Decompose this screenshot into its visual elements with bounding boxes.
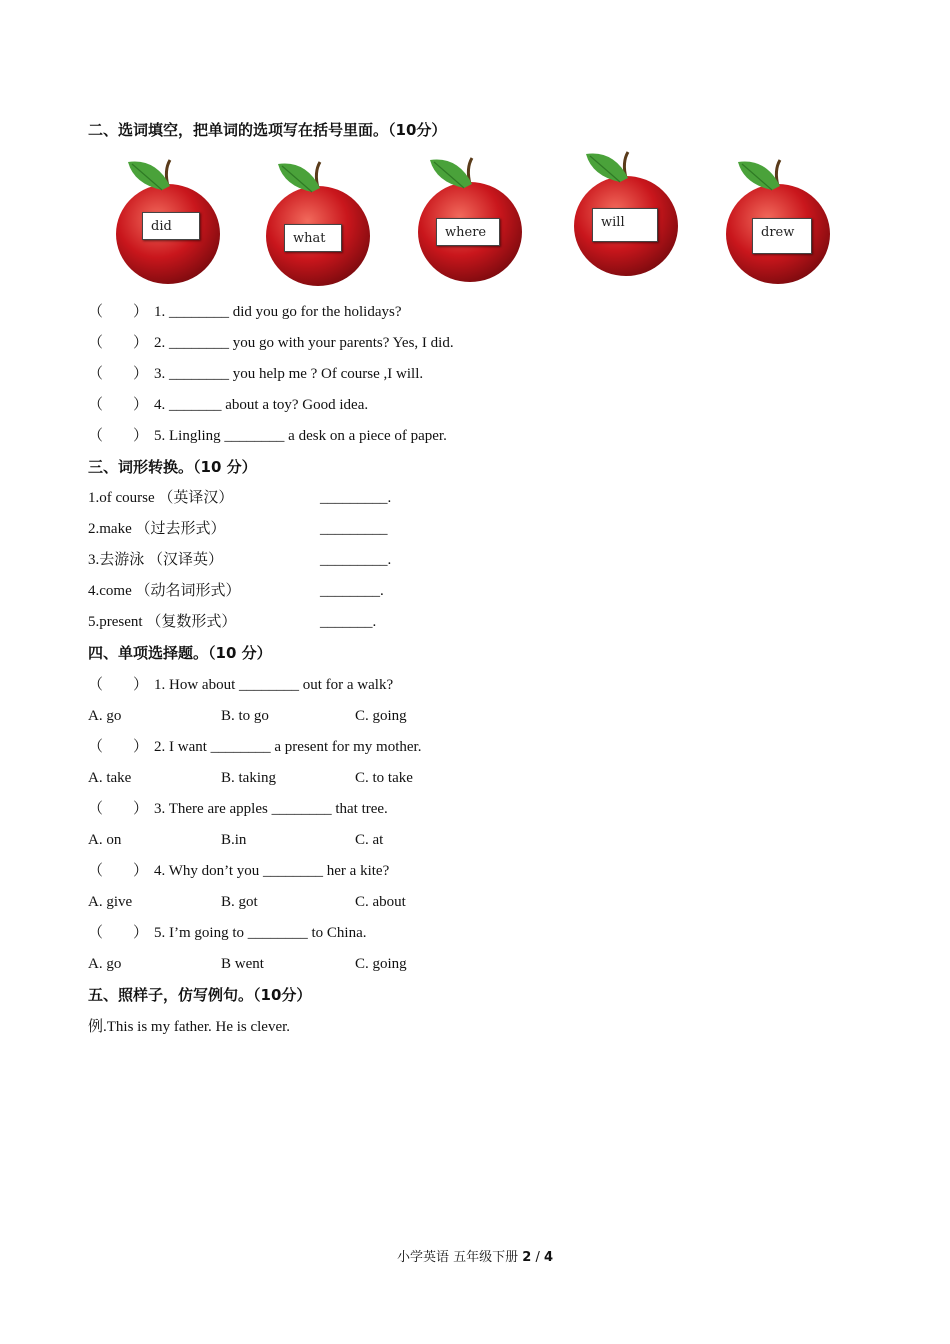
mc-options-4 (88, 890, 588, 914)
transform-question: 5.present （复数形式） (88, 614, 237, 630)
transform-question: 3.去游泳 （汉译英） (88, 552, 224, 568)
mc-options-2 (88, 766, 588, 790)
fill-item-4 (88, 393, 368, 417)
apple-card-drew (722, 156, 834, 296)
mc-question-3 (88, 797, 388, 821)
answer-paren[interactable]: （ ） (88, 304, 149, 320)
apple-card-where (414, 154, 526, 294)
section5-heading: 五、照样子，仿写例句。（10分） (88, 986, 312, 1004)
fill-item-3 (88, 362, 423, 386)
mc-question-2 (88, 735, 421, 759)
mc-question-text: 5. I’m going to ________ to China. (154, 925, 367, 941)
transform-question: 4.come （动名词形式） (88, 583, 241, 599)
mc-option-c[interactable]: C. going (355, 708, 407, 724)
apple-word: where (436, 218, 500, 246)
answer-paren[interactable]: （ ） (88, 925, 149, 941)
fill-item-1 (88, 300, 401, 324)
transform-item-1 (88, 486, 392, 510)
mc-option-c[interactable]: C. at (355, 832, 384, 848)
apple-word: what (284, 224, 342, 252)
answer-paren[interactable]: （ ） (88, 366, 149, 382)
footer-separator: / (531, 1250, 544, 1265)
transform-blank[interactable]: _________. (320, 552, 392, 568)
apple-word: will (592, 208, 658, 242)
footer-subject: 小学英语 五年级下册 (396, 1250, 519, 1265)
transform-item-4 (88, 579, 384, 603)
fill-item-2 (88, 331, 454, 355)
mc-option-b[interactable]: B.in (221, 832, 247, 848)
apple-card-what (262, 158, 374, 298)
fill-item-text: 1. ________ did you go for the holidays? (154, 304, 402, 320)
fill-item-text: 5. Lingling ________ a desk on a piece of paper. (154, 428, 447, 444)
mc-question-text: 2. I want ________ a present for my mother. (154, 739, 422, 755)
mc-option-a[interactable]: A. on (88, 832, 122, 848)
answer-paren[interactable]: （ ） (88, 428, 149, 444)
mc-options-3 (88, 828, 588, 852)
transform-blank[interactable]: _________. (320, 490, 392, 506)
transform-blank[interactable]: _________ (320, 521, 388, 537)
transform-item-5 (88, 610, 377, 634)
transform-blank[interactable]: _______. (320, 614, 377, 630)
transform-item-2 (88, 517, 388, 541)
mc-option-a[interactable]: A. go (88, 956, 122, 972)
answer-paren[interactable]: （ ） (88, 677, 149, 693)
apple-card-will (570, 148, 682, 288)
answer-paren[interactable]: （ ） (88, 801, 149, 817)
mc-option-a[interactable]: A. take (88, 770, 132, 786)
mc-question-1 (88, 673, 393, 697)
mc-option-b[interactable]: B. got (221, 894, 258, 910)
apple-card-did (112, 156, 224, 296)
mc-options-1 (88, 704, 588, 728)
mc-question-text: 4. Why don’t you ________ her a kite? (154, 863, 390, 879)
apple-word: did (142, 212, 200, 240)
mc-option-b[interactable]: B went (221, 956, 264, 972)
transform-question: 2.make （过去形式） (88, 521, 226, 537)
answer-paren[interactable]: （ ） (88, 335, 149, 351)
mc-option-b[interactable]: B. to go (221, 708, 269, 724)
mc-question-5 (88, 921, 367, 945)
section2-heading: 二、选词填空，把单词的选项写在括号里面。（10分） (88, 121, 447, 139)
mc-option-c[interactable]: C. about (355, 894, 406, 910)
footer-page-total: 4 (543, 1250, 554, 1265)
mc-option-a[interactable]: A. give (88, 894, 133, 910)
fill-item-text: 2. ________ you go with your parents? Yes, I did. (154, 335, 454, 351)
fill-item-text: 4. _______ about a toy? Good idea. (154, 397, 369, 413)
fill-item-5 (88, 424, 447, 448)
answer-paren[interactable]: （ ） (88, 739, 149, 755)
transform-item-3 (88, 548, 392, 572)
mc-option-a[interactable]: A. go (88, 708, 122, 724)
example-sentence: 例.This is my father. He is clever. (88, 1019, 291, 1035)
section4-heading: 四、单项选择题。（10 分） (88, 644, 272, 662)
transform-blank[interactable]: ________. (320, 583, 384, 599)
mc-option-b[interactable]: B. taking (221, 770, 276, 786)
answer-paren[interactable]: （ ） (88, 397, 149, 413)
apple-word: drew (752, 218, 812, 254)
mc-option-c[interactable]: C. to take (355, 770, 413, 786)
fill-item-text: 3. ________ you help me ? Of course ,I will. (154, 366, 424, 382)
transform-question: 1.of course （英译汉） (88, 490, 234, 506)
mc-options-5 (88, 952, 588, 976)
answer-paren[interactable]: （ ） (88, 863, 149, 879)
mc-option-c[interactable]: C. going (355, 956, 407, 972)
mc-question-text: 1. How about ________ out for a walk? (154, 677, 394, 693)
mc-question-4 (88, 859, 389, 883)
page-footer (0, 1246, 950, 1265)
footer-page-number: 2 (522, 1250, 532, 1265)
section3-heading: 三、词形转换。（10 分） (88, 458, 257, 476)
mc-question-text: 3. There are apples ________ that tree. (154, 801, 388, 817)
apple-word-bank (112, 148, 842, 288)
